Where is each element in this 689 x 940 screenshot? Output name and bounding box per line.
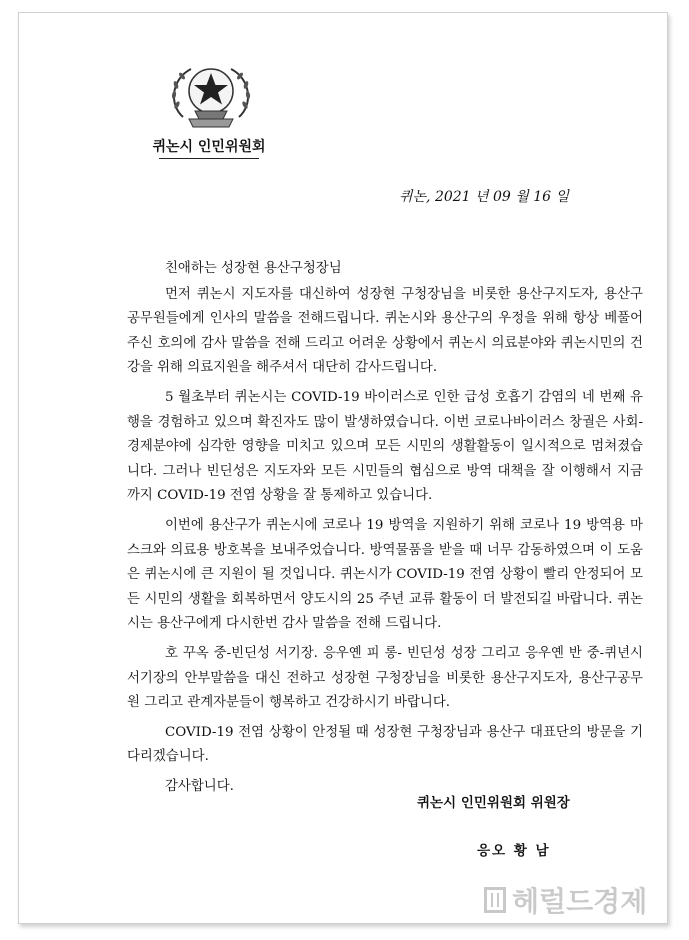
greeting: 친애하는 성장현 용산구청장님 [165,261,342,276]
paragraph-1: 먼저 퀴논시 지도자를 대신하여 성장현 구청장님을 비롯한 용산구지도자, 용산구 공무원들에게 인사의 말씀을 전해드립니다. 퀴논시와 용산구의 우정을 위해 항상 베풀어 주신 호의에 감사 말씀을 전해 드리고 어려운 상황에서 퀴논시 의료분야와 퀴논시민의 건강을 위해 의료지원을 해주셔서 대단히 감사드립니다. [127,286,643,376]
closing: 감사합니다. [165,778,234,794]
paragraph-4: 호 꾸옥 중-빈딘성 서기장. 응우옌 피 롱- 빈딘성 성장 그리고 응우옌 반 중-퀴년시 서기장의 안부말씀을 대신 전하고 성장현 구청장님을 비롯한 용산구지도자, 용산구공무원 그리고 관계자분들이 행복하고 건강하시기 바랍니다. [127,645,643,711]
organization-name: 퀴논시 인민위원회 [152,139,266,155]
letter-date: 퀴논, 2021 년 09 월 16 일 [399,189,570,205]
national-emblem-icon [165,61,257,129]
letter-page [18,12,668,924]
signature-title: 퀴논시 인민위원회 위원장 [417,795,570,811]
watermark [484,880,647,920]
organization-underline [159,158,259,159]
letter-body [127,257,643,799]
watermark-text: 헤럴드경제 [512,885,648,918]
signature-name: 응오 황 남 [477,843,551,859]
paragraph-5: COVID-19 전염 상황이 안정될 때 성장현 구청장님과 용산구 대표단의 방문을 기다리겠습니다. [127,724,643,765]
paragraph-3: 이번에 용산구가 퀴논시에 코로나 19 방역을 지원하기 위해 코로나 19 방역용 마스크와 의료용 방호복을 보내주었습니다. 방역물품을 받을 때 너무 감동하였으며 이 도움은 퀴논시에 큰 지원이 될 것입니다. 퀴논시가 COVID-19 전염 상황이 빨리 안정되어 모든 시민의 생활을 회복하면서 양도시의 25 주년 교류 활동이 더 발전되길 바랍니다. 퀴논시는 용산구에게 다시한번 감사 말씀을 전해 드립니다. [127,517,643,632]
paragraph-2: 5 월초부터 퀴논시는 COVID-19 바이러스로 인한 급성 호흡기 감염의 네 번째 유행을 경험하고 있으며 확진자도 많이 발생하였습니다. 이번 코로나바이러스 창궐은 사회-경제분야에 심각한 영향을 미치고 있으며 모든 시민의 생활활동이 일시적으로 멈쳐졌습니다. 그러나 빈딘성은 지도자와 모든 시민들의 협심으로 방역 대책을 잘 이행해서 지금까지 COVID-19 전염 상황을 잘 통제하고 있습니다. [127,389,643,504]
herald-logo-icon [484,887,506,913]
